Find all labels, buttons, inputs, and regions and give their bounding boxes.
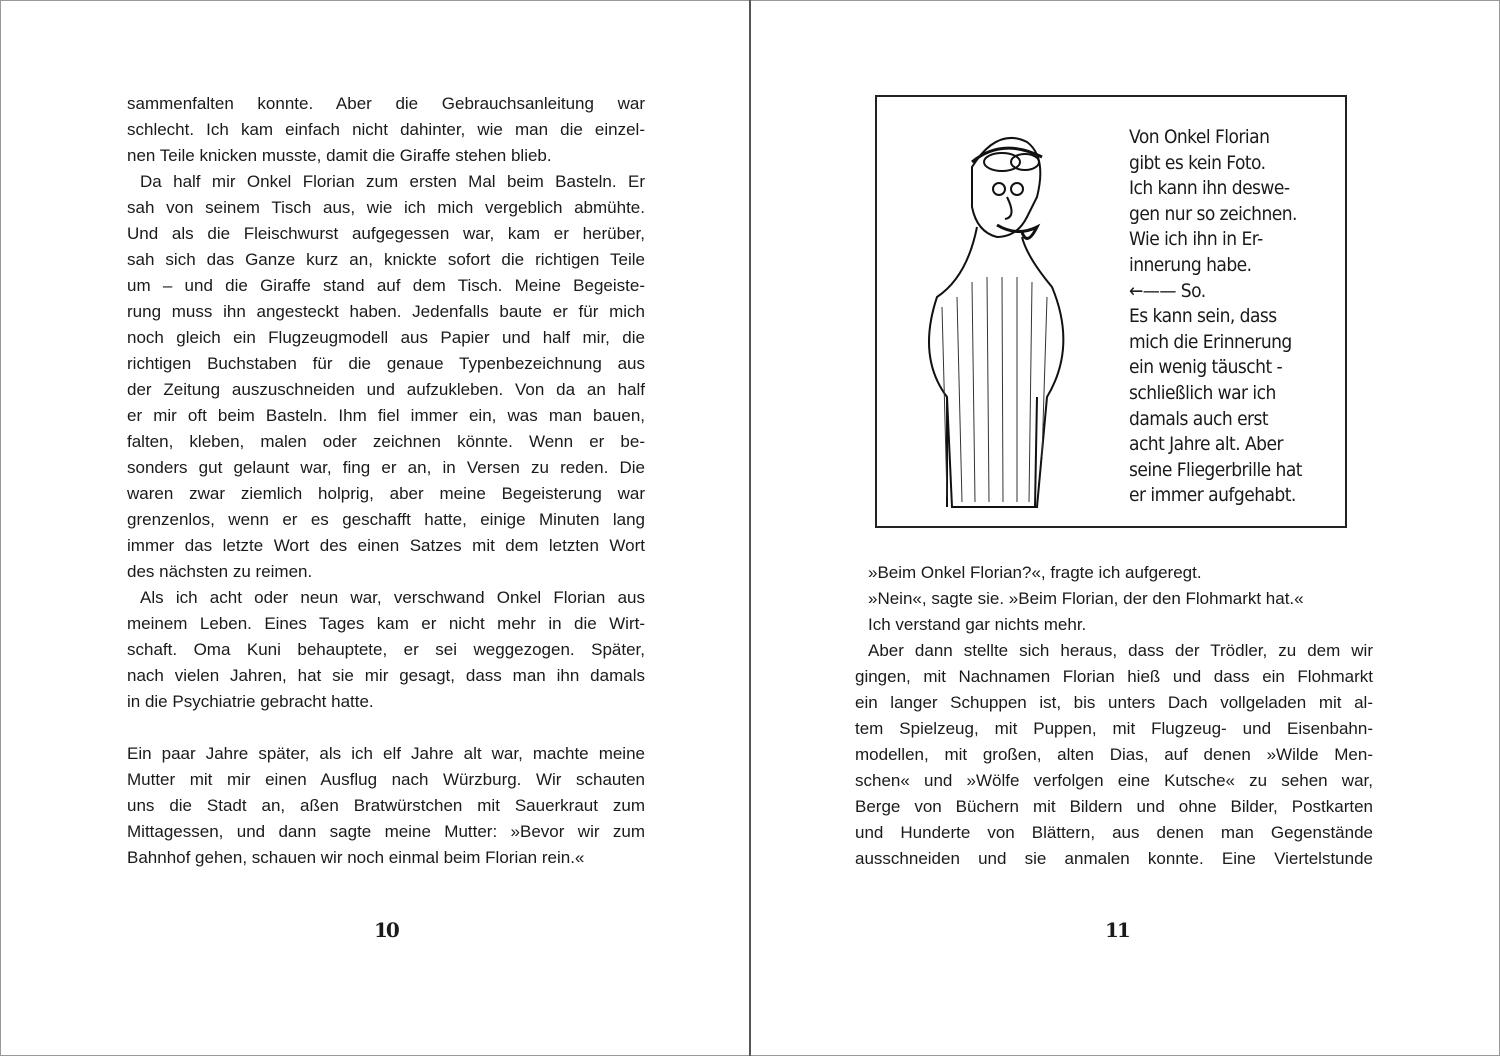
text-line: falten, kleben, malen oder zeichnen könnte. Wenn er be- — [127, 432, 645, 451]
text-line: nen Teile knicken musste, damit die Giraffe stehen blieb. — [127, 146, 552, 165]
caption-line: damals auch erst — [1129, 407, 1269, 430]
text-line: er mir oft beim Basteln. Ihm fiel immer ein, was man bauen, — [127, 406, 645, 425]
text-line: Bahnhof gehen, schauen wir noch einmal beim Florian rein.« — [127, 848, 585, 867]
text-line: Mutter mit mir einen Ausflug nach Würzburg. Wir schauten — [127, 770, 645, 789]
text-line: meinem Leben. Eines Tages kam er nicht mehr in die Wirt- — [127, 614, 645, 633]
text-line: schen« und »Wölfe verfolgen eine Kutsche« zu sehen war, — [855, 771, 1373, 790]
text-line: schaft. Oma Kuni behauptete, er sei weggezogen. Später, — [127, 640, 645, 659]
man-with-goggles-drawing — [877, 97, 1127, 526]
text-line: waren zwar ziemlich holprig, aber meine Begeisterung war — [127, 484, 645, 503]
book-spine — [749, 0, 751, 1056]
text-line: grenzenlos, wenn er es geschafft hatte, einige Minuten lang — [127, 510, 645, 529]
text-line: um – und die Giraffe stand auf dem Tisch. Meine Begeiste- — [127, 276, 645, 295]
text-line: sammenfalten konnte. Aber die Gebrauchsanleitung war — [127, 94, 645, 113]
text-line: und Hunderte von Blättern, aus denen man Gegenstände — [855, 823, 1373, 842]
caption-line: Es kann sein, dass — [1129, 305, 1277, 328]
left-page-text — [127, 91, 645, 871]
text-line: der Zeitung auszuschneiden und aufzukleben. Von da an half — [127, 380, 645, 399]
text-line: schlecht. Ich kam einfach nicht dahinter, wie man die einzel- — [127, 120, 645, 139]
text-line: noch gleich ein Flugzeugmodell aus Papier und half mir, die — [127, 328, 645, 347]
caption-line: gibt es kein Foto. — [1129, 151, 1266, 174]
text-line: Ich verstand gar nichts mehr. — [868, 615, 1087, 634]
caption-line: mich die Erinnerung — [1129, 330, 1292, 353]
text-line: »Nein«, sagte sie. »Beim Florian, der den Flohmarkt hat.« — [868, 589, 1304, 608]
caption-line: Ich kann ihn deswe- — [1129, 177, 1290, 200]
page-number-left: 10 — [374, 918, 398, 942]
caption-line: schließlich war ich — [1129, 381, 1276, 404]
text-line: Aber dann stellte sich heraus, dass der Trödler, zu dem wir — [868, 641, 1373, 660]
text-line: Ein paar Jahre später, als ich elf Jahre alt war, machte meine — [127, 744, 645, 763]
text-line: ausschneiden und sie anmalen konnte. Eine Viertelstunde — [855, 849, 1373, 868]
text-line: nach vielen Jahren, hat sie mir gesagt, dass man ihn damals — [127, 666, 645, 685]
page-number-right: 11 — [1105, 918, 1129, 942]
text-line: tem Spielzeug, mit Puppen, mit Flugzeug- und Eisenbahn- — [855, 719, 1373, 738]
text-line: Da half mir Onkel Florian zum ersten Mal beim Basteln. Er — [140, 172, 645, 191]
caption-line: innerung habe. — [1129, 253, 1252, 276]
text-line: Und als die Fleischwurst aufgegessen war, kam er herüber, — [127, 224, 645, 243]
caption-line: ein wenig täuscht - — [1129, 356, 1283, 379]
text-line: Mittagessen, und dann sagte meine Mutter: »Bevor wir zum — [127, 822, 645, 841]
text-line: »Beim Onkel Florian?«, fragte ich aufgeregt. — [868, 563, 1202, 582]
text-line: uns die Stadt an, aßen Bratwürstchen mit Sauerkraut zum — [127, 796, 645, 815]
caption-line: gen nur so zeichnen. — [1129, 202, 1297, 225]
text-line: sonders gut gelaunt war, fing er an, in Versen zu reden. Die — [127, 458, 645, 477]
text-line: sah von seinem Tisch aus, wie ich mich vergeblich abmühte. — [127, 198, 645, 217]
caption-line: Wie ich ihn in Er- — [1129, 228, 1263, 251]
text-line: modellen, mit großen, alten Dias, auf denen »Wilde Men- — [855, 745, 1373, 764]
section-break — [127, 715, 645, 741]
text-line: Berge von Büchern mit Bildern und ohne Bilder, Postkarten — [855, 797, 1373, 816]
text-line: des nächsten zu reimen. — [127, 562, 313, 581]
text-line: rung muss ihn angesteckt haben. Jedenfalls baute er für mich — [127, 302, 645, 321]
caption-line: seine Fliegerbrille hat — [1129, 458, 1302, 481]
text-line: gingen, mit Nachnamen Florian hieß und dass ein Flohmarkt — [855, 667, 1373, 686]
text-line: in die Psychiatrie gebracht hatte. — [127, 692, 374, 711]
illustration-onkel-florian — [875, 95, 1347, 528]
caption-line: Von Onkel Florian — [1129, 126, 1270, 148]
text-line: Als ich acht oder neun war, verschwand Onkel Florian aus — [140, 588, 645, 607]
text-line: sah sich das Ganze kurz an, knickte sofort die richtigen Teile — [127, 250, 645, 269]
caption-line: ←—— So. — [1129, 279, 1206, 302]
text-line: richtigen Buchstaben für die genaue Typenbezeichnung aus — [127, 354, 645, 373]
caption-line: acht Jahre alt. Aber — [1129, 433, 1283, 456]
text-line: ein langer Schuppen ist, bis unters Dach vollgeladen mit al- — [855, 693, 1373, 712]
caption-line: er immer aufgehabt. — [1129, 484, 1296, 507]
illustration-caption — [1129, 125, 1302, 509]
text-line: immer das letzte Wort des einen Satzes mit dem letzten Wort — [127, 536, 645, 555]
right-page-text — [855, 560, 1373, 872]
